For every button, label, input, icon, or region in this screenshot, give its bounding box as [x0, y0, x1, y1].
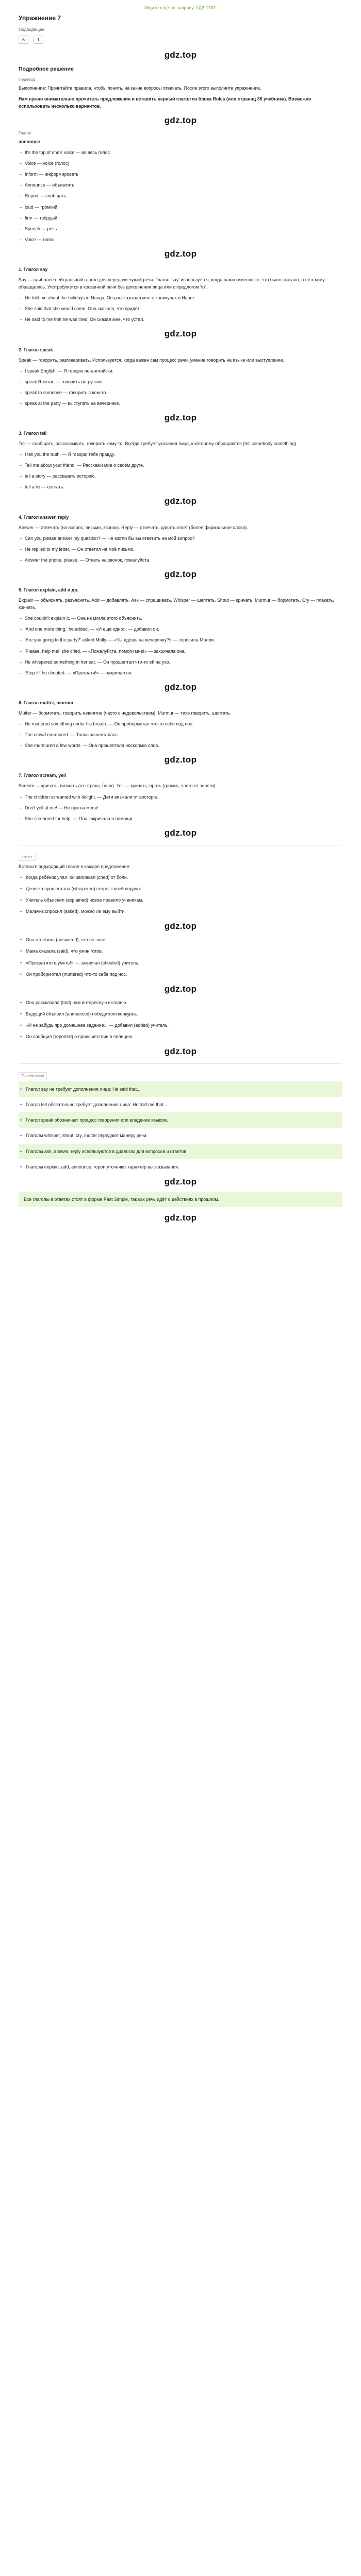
list-item: – She said that she would come. Она сказала, что придёт. [19, 305, 342, 312]
section-heading: 4. Глагол answer, reply [19, 514, 69, 520]
watermark: gdz.top [164, 1176, 197, 1187]
list-item: – She murmured a few words. — Она прошептала несколько слов. [19, 742, 342, 749]
example-list [19, 149, 342, 243]
section [19, 586, 342, 676]
section-heading: 2. Глагол speak [19, 347, 53, 352]
watermark: gdz.top [164, 755, 197, 765]
watermark: gdz.top [164, 921, 197, 931]
answers-heading: Ответ [19, 854, 36, 861]
section-text: Tell — сообщать, рассказывать, говорить кому-то. Всегда требует указания лица, к которому обращаются (tell somebody something). [19, 441, 298, 447]
list-item: – Voice — голос [19, 236, 342, 243]
watermark: gdz.top [164, 329, 197, 339]
top-search-link[interactable]: Ищите ещё по запросу: ГДЗ ТОП! [144, 5, 217, 10]
section-heading: 7. Глагол scream, yell [19, 773, 66, 778]
watermark: gdz.top [164, 496, 197, 506]
list-item: – Answer the phone, please. — Ответь на звонок, пожалуйста. [19, 556, 342, 564]
section [19, 699, 342, 749]
list-item: • Глаголы ask, answer, reply используются в диалогах для вопросов и ответов. [19, 1144, 342, 1159]
watermark: gdz.top [164, 984, 197, 994]
list-item: – He told me about the holidays in Nanga. Он рассказывал мне о каникулах в Нанге. [19, 294, 342, 301]
list-item: • Он сообщил (reported) о происшествии в полицию. [19, 1033, 342, 1040]
list-item: • Ведущий объявил (announced) победителя конкурса. [19, 1010, 342, 1018]
list-item: • Мама сказала (said), что ужин готов. [19, 947, 342, 955]
rating-row [19, 36, 342, 44]
answers-intro: Вставьте подходящий глагол в каждое предложение: [19, 863, 130, 869]
section [19, 430, 342, 490]
section-text: Say — наиболее нейтральный глагол для передачи чужой речи. Глагол 'say' используется, когда важно именно то, что было сказано, а не к кому обращались. Употребляется в косвенной речи без дополнения лица или с предлогом 'to'. [19, 277, 325, 290]
final-note: Все глаголы в ответах стоят в форме Past Simple, так как речь идёт о действиях в прошлом. [19, 1192, 342, 1207]
divider [19, 1063, 342, 1064]
list-item: • Глагол speak обозначает процесс говорения или владение языком. [19, 1112, 342, 1128]
list-item: – I tell you the truth. — Я говорю тебе правду. [19, 451, 342, 458]
list-item: • «Прекратите шуметь!» — закричал (shouted) учитель. [19, 959, 342, 967]
list-item: – firm — твёрдый [19, 214, 342, 222]
exercise-title: Упражнение 7 [19, 14, 61, 22]
watermark: gdz.top [164, 569, 197, 579]
list-item: – Report — сообщать [19, 192, 342, 199]
section-list [19, 615, 342, 676]
list-item: – Tell me about your friend. — Расскажи мне о своём друге. [19, 462, 342, 469]
content-wrap [0, 13, 361, 1225]
list-item: • Она ответила (answered), что не знает. [19, 936, 342, 943]
list-item: – He said to me that he was tired. Он сказал мне, что устал. [19, 316, 342, 323]
section [19, 772, 342, 822]
intro-paragraph: Нам нужно внимательно прочитать предложения и вставить верный глагол из блока Rules (или страниц 36 учебника). Возможно использовать несколько вариантов. [19, 96, 311, 109]
list-item: – tell a story — рассказать историю. [19, 472, 342, 480]
list-item: – Announce — объявлять [19, 181, 342, 189]
list-item: – Voice — voice (голос) [19, 160, 342, 167]
list-item: • Мальчик спросил (asked), можно ли ему выйти. [19, 908, 342, 915]
notes-list [19, 1081, 342, 1170]
list-item: – 'Stop it!' he shouted. — «Прекрати!» — закричал он. [19, 669, 342, 676]
section [19, 346, 342, 407]
list-item: • Глаголы explain, add, announce, report уточняют характер высказывания. [19, 1163, 342, 1171]
list-item: – 'And one more thing,' he added. — «И ещё одно», — добавил он. [19, 625, 342, 633]
watermark: gdz.top [164, 682, 197, 692]
answers-list [19, 936, 342, 977]
section-heading: 6. Глагол mutter, murmur [19, 700, 74, 705]
section-list [19, 294, 342, 323]
list-item: – Inform — информировать [19, 171, 342, 178]
rating-right[interactable]: 1 [34, 36, 43, 44]
watermark: gdz.top [164, 115, 197, 126]
watermark: gdz.top [164, 50, 197, 60]
list-item: – She couldn't explain it. — Она не могла этого объяснить. [19, 615, 342, 622]
notes-heading: Примечание [19, 1072, 47, 1079]
list-item: – 'Are you going to the party?' asked Molly. — «Ты идёшь на вечеринку?» — спросила Молли. [19, 636, 342, 643]
list-item: – He replied to my letter. — Он ответил на моё письмо. [19, 546, 342, 553]
section-heading: 5. Глагол explain, add и др. [19, 587, 79, 593]
section-heading: 3. Глагол tell [19, 431, 47, 436]
list-item: – He muttered something under his breath. — Он пробормотал что-то себе под нос. [19, 720, 342, 727]
section-text: Speak — говорить, разговаривать. Используется, когда важен сам процесс речи, умение говорить на языке или выступление. [19, 357, 285, 363]
list-item: • Глагол tell обязательно требует дополнения лица: He told me that... [19, 1101, 342, 1108]
list-item: – Speech — речь [19, 225, 342, 232]
answers-list [19, 999, 342, 1040]
list-item: – tell a lie — солгать. [19, 483, 342, 490]
announce-word: announce [19, 139, 40, 145]
watermark: gdz.top [164, 1046, 197, 1057]
watermark: gdz.top [164, 827, 197, 838]
rating-left[interactable]: 5 [19, 36, 28, 44]
list-item: – speak at the party — выступать на вечеринке. [19, 400, 342, 407]
section-list [19, 535, 342, 564]
section-list [19, 367, 342, 407]
section-text: Scream — кричать, визжать (от страха, боли). Yell — кричать, орать (громко, часто от злости). [19, 783, 217, 789]
list-item: • Глаголы whisper, shout, cry, mutter передают манеру речи. [19, 1132, 342, 1139]
list-item: – loud — громкий [19, 204, 342, 211]
list-item: – The crowd murmured. — Толпа зашепталась. [19, 731, 342, 738]
watermark: gdz.top [164, 412, 197, 422]
list-item: • Он пробормотал (muttered) что-то себе под нос. [19, 971, 342, 978]
list-item: • Она рассказала (told) нам интересную историю. [19, 999, 342, 1006]
list-item: • «И не забудь про домашнее задание», — добавил (added) учитель. [19, 1022, 342, 1029]
list-item: – I speak English. — Я говорю по-английски. [19, 367, 342, 375]
list-item: • Девочка прошептала (whispered) секрет своей подруге. [19, 885, 342, 892]
list-item: • Когда ребёнок упал, он заплакал (cried) от боли. [19, 874, 342, 881]
announce-label: Глагол [19, 131, 31, 136]
list-item: – She screamed for help. — Она закричала о помощи. [19, 815, 342, 822]
answers-list [19, 874, 342, 915]
list-item: – speak Russian — говорить по-русски. [19, 378, 342, 385]
solution-heading: Подробное решение [19, 66, 74, 73]
list-item: – It's the top of one's voice — во весь голос [19, 149, 342, 156]
section-list [19, 720, 342, 749]
section-heading: 1. Глагол say [19, 266, 48, 272]
section [19, 266, 342, 323]
list-item: • Глагол say не требует дополнения лица: He said that... [19, 1081, 342, 1097]
watermark: gdz.top [164, 1212, 197, 1223]
section [19, 514, 342, 564]
rule-label: Перевод [19, 77, 36, 82]
exercise-sub-label: Подводящее [19, 27, 45, 32]
list-item: – speak to someone — говорить с кем-то. [19, 389, 342, 396]
section-list [19, 451, 342, 490]
list-item: – Don't yell at me! — Не ори на меня! [19, 804, 342, 811]
section-text: Answer — отвечать (на вопрос, письмо, звонок). Reply — отвечать, давать ответ (более формальное слово). [19, 524, 248, 530]
list-item: – Can you please answer my question? — Не могли бы вы ответить на мой вопрос? [19, 535, 342, 542]
list-item: – 'Please, help me!' she cried. — «Пожалуйста, помоги мне!» — закричала она. [19, 648, 342, 655]
section-text: Mutter — бормотать, говорить невнятно (часто с недовольством). Murmur — тихо говорить, шептать. [19, 710, 231, 716]
watermark: gdz.top [164, 248, 197, 259]
list-item: – The children screamed with delight. — Дети визжали от восторга. [19, 793, 342, 801]
list-item: • Учитель объяснил (explained) новое правило ученикам. [19, 896, 342, 904]
list-item: – He whispered something in her ear. — Он прошептал что-то ей на ухо. [19, 658, 342, 666]
section-list [19, 793, 342, 822]
section-text: Explain — объяснять, разъяснять. Add — добавлять. Ask — спрашивать. Whisper — шептать. Shout — кричать. Murmur — бормотать. Cry — плакать, кричать. [19, 598, 334, 611]
intro-paragraph: Выполнение: Прочитайте правила, чтобы понять, на какие вопросы отвечать. После этого выполните упражнение. [19, 85, 261, 91]
